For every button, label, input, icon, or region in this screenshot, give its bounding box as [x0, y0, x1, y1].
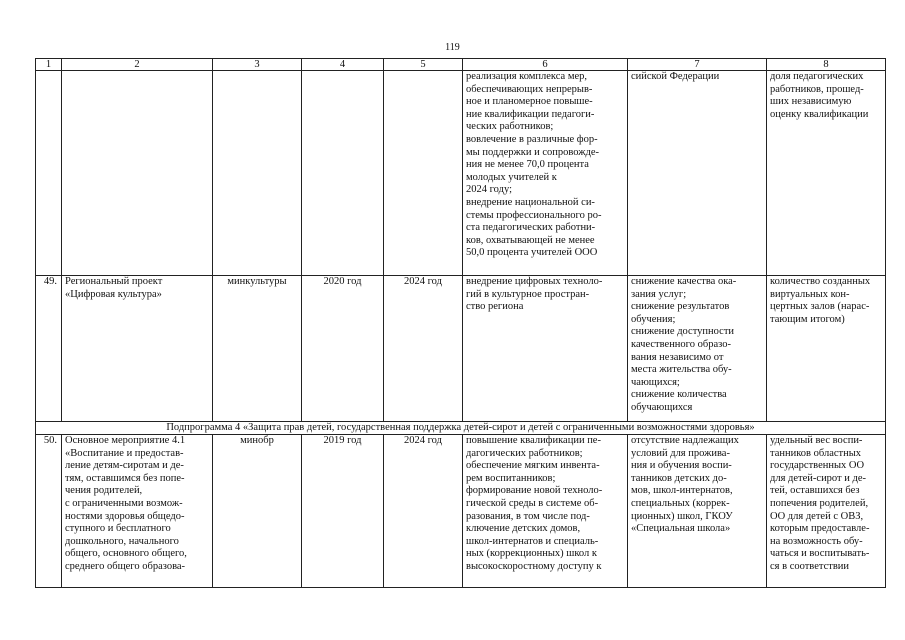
cell-line: реализация комплекса мер, — [466, 71, 588, 82]
expected-result — [463, 435, 628, 588]
cell-line: «Воспитание и предостав- — [65, 447, 184, 459]
cell-line: ство региона — [466, 301, 524, 313]
cell-line: «Цифровая культура» — [65, 288, 162, 300]
cell-line: 50,0 процента учителей ООО — [466, 247, 598, 259]
cell-line: ОО для детей с ОВЗ, — [770, 510, 864, 522]
cell-line: места жительства обу- — [631, 364, 732, 376]
cell-line: рем воспитанников; — [466, 472, 556, 484]
cell-line: снижение количества — [631, 389, 727, 401]
row-number — [36, 71, 62, 276]
col-header: 2 — [62, 59, 213, 71]
cell-line: ступного и бесплатного — [65, 523, 171, 535]
cell-line: чаться и воспитывать- — [770, 548, 870, 560]
cell-line: дагогических работников; — [466, 447, 583, 459]
col-header: 4 — [302, 59, 384, 71]
cell-line: чения родителей, — [65, 485, 143, 497]
cell-line: вовлечение в различные фор- — [466, 133, 598, 145]
measure-name — [62, 71, 213, 276]
measures-table — [35, 58, 886, 588]
col-header: 8 — [767, 59, 886, 71]
cell-line: ших независимую — [770, 96, 852, 108]
cell-line: обеспечивающих непрерыв- — [466, 83, 593, 95]
cell-line: работников, прошед- — [770, 83, 864, 95]
cell-line: высокоскоростному доступу к — [466, 560, 602, 572]
cell-line: которым предоставле- — [770, 523, 870, 535]
cell-line: удельный вес воспи- — [770, 435, 863, 446]
indicators — [767, 435, 886, 588]
page-number: 119 — [445, 42, 460, 53]
col-header: 6 — [463, 59, 628, 71]
indicators — [767, 276, 886, 422]
cell-line: тающим итогом) — [770, 313, 845, 325]
cell-line: специальных (коррек- — [631, 497, 730, 509]
cell-line: ностями здоровья общедо- — [65, 510, 185, 522]
cell-line: качественного образо- — [631, 338, 731, 350]
col-header: 7 — [628, 59, 767, 71]
cell-line: отсутствие надлежащих — [631, 435, 739, 446]
measure-name — [62, 276, 213, 422]
cell-line: повышение квалификации пе- — [466, 435, 601, 446]
cell-line: «Специальная школа» — [631, 523, 731, 535]
cell-line: снижение качества ока- — [631, 276, 737, 287]
cell-line: ческих работников; — [466, 121, 554, 133]
cell-line: ционных) школ, ГКОУ — [631, 510, 733, 522]
start-year: 2019 год — [302, 435, 384, 588]
cell-line: Основное мероприятие 4.1 — [65, 435, 186, 446]
start-year: 2020 год — [302, 276, 384, 422]
row-number: 49. — [36, 276, 62, 422]
cell-line: ста педагогических работни- — [466, 222, 596, 234]
table-row — [36, 276, 886, 422]
end-year: 2024 год — [384, 435, 463, 588]
cell-line: разования, в том числе под- — [466, 510, 590, 522]
cell-line: ключение детских домов, — [466, 523, 581, 535]
col-header: 3 — [213, 59, 302, 71]
cell-line: Региональный проект — [65, 276, 163, 287]
row-number: 50. — [36, 435, 62, 588]
executor: минкультуры — [213, 276, 302, 422]
consequences — [628, 71, 767, 276]
cell-line: тей, оставшихся без — [770, 485, 860, 497]
cell-line: обеспечение мягким инвента- — [466, 460, 600, 472]
col-header: 5 — [384, 59, 463, 71]
cell-line: сийской Федерации — [631, 71, 720, 82]
col-header: 1 — [36, 59, 62, 71]
cell-line: среднего общего образова- — [65, 560, 186, 572]
cell-line: внедрение национальной си- — [466, 196, 595, 208]
cell-line: мы поддержки и сопровожде- — [466, 146, 599, 158]
cell-line: гической среды в системе об- — [466, 497, 599, 509]
cell-line: общего, основного общего, — [65, 548, 187, 560]
cell-line: виртуальных кон- — [770, 288, 850, 300]
expected-result — [463, 71, 628, 276]
cell-line: обучающихся — [631, 401, 693, 413]
table-row — [36, 71, 886, 276]
consequences — [628, 435, 767, 588]
cell-line: ное и планомерное повыше- — [466, 96, 593, 108]
cell-line: доля педагогических — [770, 71, 864, 82]
executor — [213, 71, 302, 276]
consequences — [628, 276, 767, 422]
cell-line: формирование новой техноло- — [466, 485, 603, 497]
start-year — [302, 71, 384, 276]
cell-line: ния не менее 70,0 процента — [466, 159, 589, 171]
cell-line: оценку квалификации — [770, 108, 869, 120]
expected-result — [463, 276, 628, 422]
cell-line: снижение результатов — [631, 301, 730, 313]
executor: минобр — [213, 435, 302, 588]
cell-line: вания независимо от — [631, 351, 724, 363]
cell-line: государственных ОО — [770, 460, 865, 472]
cell-line: внедрение цифровых техноло- — [466, 276, 603, 287]
cell-line: чающихся; — [631, 376, 680, 388]
indicators — [767, 71, 886, 276]
cell-line: для детей-сирот и де- — [770, 472, 867, 484]
cell-line: обучения; — [631, 313, 676, 325]
cell-line: мов, школ-интернатов, — [631, 485, 733, 497]
cell-line: стемы профессионального ро- — [466, 209, 602, 221]
table-row — [36, 435, 886, 588]
cell-line: снижение доступности — [631, 326, 735, 338]
cell-line: ние квалификации педагоги- — [466, 108, 595, 120]
cell-line: молодых учителей к — [466, 171, 557, 183]
subprogram-title: Подпрограмма 4 «Защита прав детей, государственная поддержка детей-сирот и детей с ограниченными возможностями здоровья» — [36, 422, 886, 435]
cell-line: гий в культурное простран- — [466, 288, 590, 300]
cell-line: ных (коррекционных) школ к — [466, 548, 598, 560]
cell-line: ния и обучения воспи- — [631, 460, 732, 472]
cell-line: дошкольного, начального — [65, 535, 179, 547]
cell-line: школ-интернатов и специаль- — [466, 535, 599, 547]
cell-line: танников областных — [770, 447, 862, 459]
cell-line: условий для прожива- — [631, 447, 730, 459]
cell-line: тям, оставшимся без попе- — [65, 472, 185, 484]
measure-name — [62, 435, 213, 588]
cell-line: с ограниченными возмож- — [65, 497, 183, 509]
cell-line: ся в соответствии — [770, 560, 850, 572]
cell-line: танников детских до- — [631, 472, 727, 484]
column-numbers-row — [36, 59, 886, 71]
cell-line: ков, охватывающей не менее — [466, 234, 595, 246]
cell-line: на возможность обу- — [770, 535, 863, 547]
cell-line: 2024 году; — [466, 184, 512, 196]
cell-line: цертных залов (нарас- — [770, 301, 870, 313]
end-year: 2024 год — [384, 276, 463, 422]
cell-line: зания услуг; — [631, 288, 687, 300]
end-year — [384, 71, 463, 276]
subprogram-row — [36, 422, 886, 435]
cell-line: попечения родителей, — [770, 497, 869, 509]
cell-line: количество созданных — [770, 276, 871, 287]
cell-line: ление детям-сиротам и де- — [65, 460, 184, 472]
